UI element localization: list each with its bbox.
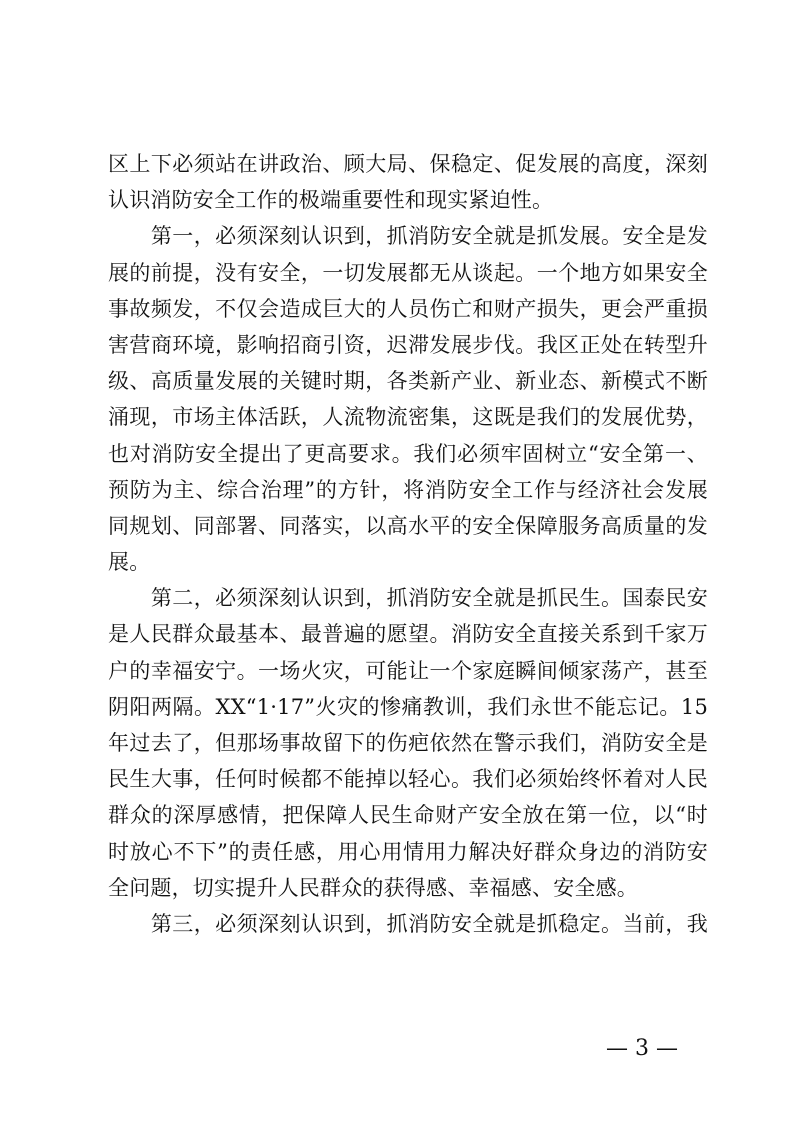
text-line: 民生大事，任何时候都不能掉以轻心。我们必须始终怀着对人民 bbox=[108, 767, 708, 792]
text-line: 第一，必须深刻认识到，抓消防安全就是抓发展。安全是发 bbox=[108, 224, 708, 249]
text-line: 涌现，市场主体活跃，人流物流密集，这既是我们的发展优势， bbox=[108, 405, 708, 430]
text-line: 展。 bbox=[108, 550, 151, 575]
text-line: 第二，必须深刻认识到，抓消防安全就是抓民生。国泰民安 bbox=[108, 586, 708, 611]
text-line: 区上下必须站在讲政治、顾大局、保稳定、促发展的高度，深刻 bbox=[108, 152, 708, 176]
text-line: 级、高质量发展的关键时期，各类新产业、新业态、新模式不断 bbox=[108, 369, 708, 394]
text-line: 预防为主、综合治理”的方针，将消防安全工作与经济社会发展 bbox=[108, 477, 708, 502]
text-line: 害营商环境，影响招商引资，迟滞发展步伐。我区正处在转型升 bbox=[108, 332, 708, 357]
text-line: 也对消防安全提出了更高要求。我们必须牢固树立“安全第一、 bbox=[108, 441, 708, 466]
text-line: 时放心不下”的责任感，用心用情用力解决好群众身边的消防安 bbox=[108, 839, 708, 864]
body-text bbox=[108, 146, 708, 942]
page-number: — 3 — bbox=[606, 1036, 678, 1061]
text-line: 第三，必须深刻认识到，抓消防安全就是抓稳定。当前，我 bbox=[108, 911, 708, 936]
text-line: 展的前提，没有安全，一切发展都无从谈起。一个地方如果安全 bbox=[108, 260, 708, 285]
text-line: 是人民群众最基本、最普遍的愿望。消防安全直接关系到千家万 bbox=[108, 622, 708, 647]
text-line: 年过去了，但那场事故留下的伤疤依然在警示我们，消防安全是 bbox=[108, 731, 708, 755]
text-line: 事故频发，不仅会造成巨大的人员伤亡和财产损失，更会严重损 bbox=[108, 296, 708, 321]
text-line: 群众的深厚感情，把保障人民生命财产安全放在第一位，以“时 bbox=[108, 803, 708, 828]
text-line: 阴阳两隔。XX“1·17”火灾的惨痛教训，我们永世不能忘记。15 bbox=[108, 694, 708, 719]
text-line: 认识消防安全工作的极端重要性和现实紧迫性。 bbox=[108, 188, 554, 213]
text-line: 户的幸福安宁。一场火灾，可能让一个家庭瞬间倾家荡产，甚至 bbox=[108, 658, 708, 683]
text-line: 全问题，切实提升人民群众的获得感、幸福感、安全感。 bbox=[108, 875, 638, 900]
text-line: 同规划、同部署、同落实，以高水平的安全保障服务高质量的发 bbox=[108, 513, 708, 538]
